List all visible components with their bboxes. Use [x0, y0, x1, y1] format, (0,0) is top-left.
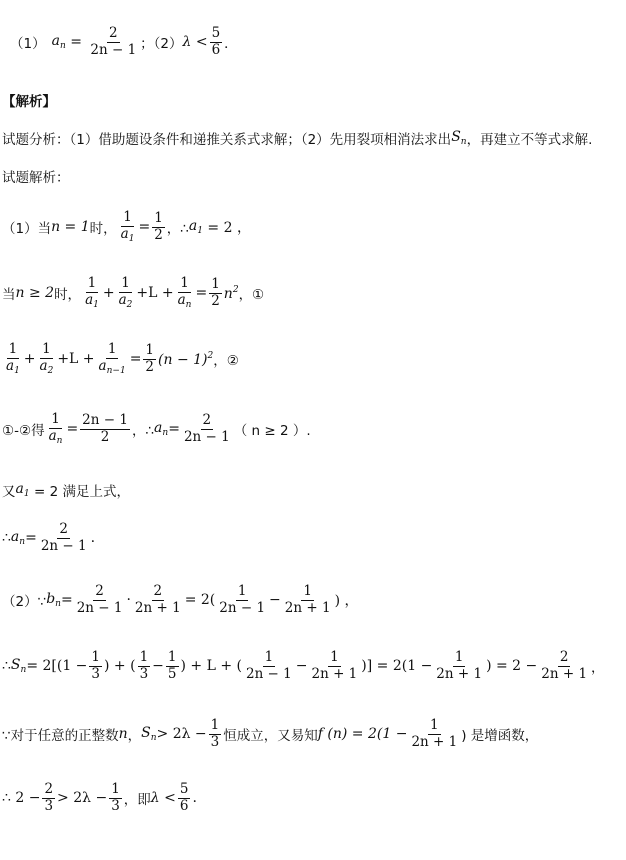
answer-an-fraction: $\frac{2}{2n - 1}$ [90, 25, 137, 58]
fraction: $\frac{2}{2n + 1}$ [541, 649, 588, 682]
fraction: $\frac{1}{a_{n-1}}$ [98, 341, 126, 376]
fraction: $\frac{1}{2n + 1}$ [284, 583, 331, 616]
answer-lambda-fraction: $\frac{5}{6}$ [211, 25, 221, 58]
fraction: $\frac{1}{2n + 1}$ [311, 649, 358, 682]
step-4: ①-②得 $\frac{1}{a_n}$ = $\frac{2n - 1}{2}$ ，∴ $a_n$ = $\frac{2}{2n - 1}$ （ n ≥ 2 ）. [2, 411, 311, 446]
analysis-heading: 【解析】 [2, 94, 56, 110]
fraction: $\frac{2}{2n - 1}$ [40, 521, 87, 554]
fraction: $\frac{1}{2}$ [154, 210, 163, 243]
fraction: $\frac{1}{a_1}$ [85, 275, 99, 310]
analysis-summary: 试题分析：（1）借助题设条件和递推关系式求解；（2）先用裂项相消法求出 $S_n$ ，再建立不等式求解. [2, 129, 593, 148]
step-3: $\frac{1}{a_1}$ + $\frac{1}{a_2}$ +L + $\frac{1}{a_{n-1}}$ = $\frac{1}{2}$ $(n - 1)^2$ ，② [6, 341, 239, 376]
fraction: $\frac{1}{3}$ [91, 649, 101, 682]
fraction: $\frac{1}{2n - 1}$ [245, 649, 292, 682]
fraction: $\frac{2}{2n + 1}$ [134, 583, 181, 616]
fraction: $\frac{1}{a_n}$ [48, 411, 63, 446]
step-9: ∵对于任意的正整数 n ， $S_n$ > 2λ − $\frac{1}{3}$ 恒成立，又易知 f (n) = 2(1 − $\frac{1}{2n + 1}$ ) 是增函数， [2, 717, 539, 750]
step-10: ∴ 2 − $\frac{2}{3}$ > 2λ − $\frac{1}{3}$ ，即 λ < $\frac{5}{6}$ . [2, 781, 197, 814]
answer-an: $a_n$ [51, 33, 66, 51]
fraction: $\frac{1}{2n + 1}$ [411, 717, 458, 750]
solution-label: 试题解析： [2, 170, 70, 186]
answer-lambda-ineq: λ < [182, 34, 208, 50]
answer-part1-label: （1） [10, 36, 46, 52]
fraction: $\frac{1}{2}$ [211, 276, 220, 309]
sn-symbol: $S_n$ [451, 129, 467, 147]
step-2: 当 n ≥ 2 时， $\frac{1}{a_1}$ + $\frac{1}{a_2}$ +L + $\frac{1}{a_n}$ = $\frac{1}{2}$ $n^2$ ，① [2, 275, 265, 310]
step-7: （2）∵ $b_n$ = $\frac{2}{2n - 1}$ · $\frac{2}{2n + 1}$ = 2( $\frac{1}{2n - 1}$ − $\frac{1}{2n + 1}$ ) ， [2, 583, 359, 616]
fraction: $\frac{1}{5}$ [167, 649, 177, 682]
answer-separator: ；（2） [140, 36, 183, 52]
fraction: $\frac{1}{a_1}$ [6, 341, 20, 376]
step-1: （1）当 n = 1 时， $\frac{1}{a_1}$ = $\frac{1}{2}$ ，∴ $a_1$ = 2 ， [2, 209, 251, 244]
fraction: $\frac{1}{2n + 1}$ [436, 649, 483, 682]
fraction: $\frac{1}{2n - 1}$ [219, 583, 266, 616]
answer-line: （1） $a_n$ = $\frac{2}{2n - 1}$ ；（2） λ < $\frac{5}{6}$ ． [10, 25, 238, 58]
fraction: $\frac{1}{a_2}$ [39, 341, 54, 376]
fraction: $\frac{5}{6}$ [179, 781, 189, 814]
fraction: $\frac{2n - 1}{2}$ [82, 412, 128, 445]
fraction: $\frac{1}{3}$ [139, 649, 149, 682]
fraction: $\frac{1}{a_n}$ [177, 275, 192, 310]
fraction: $\frac{1}{3}$ [111, 781, 120, 814]
fraction: $\frac{2}{2n - 1}$ [76, 583, 123, 616]
step-8: ∴ $S_n$ = 2[(1 − $\frac{1}{3}$ ) + ( $\frac{1}{3}$ − $\frac{1}{5}$ ) + L + ( $\frac{1}{2n - 1}$ − $\frac{1}{2n + 1}$ )] = 2(1 − $\frac{1}{2n + 1}$ ) = 2 − $\frac{2}{2n + 1}$ ， [2, 649, 605, 682]
fraction: $\frac{2}{3}$ [44, 781, 54, 814]
fraction: $\frac{1}{a_2}$ [118, 275, 133, 310]
step-6: ∴ $a_n$ = $\frac{2}{2n - 1}$ . [2, 521, 96, 554]
fraction: $\frac{1}{a_1}$ [120, 209, 135, 244]
fraction: $\frac{1}{3}$ [210, 717, 220, 750]
fraction: $\frac{2}{2n - 1}$ [183, 412, 230, 445]
fraction: $\frac{1}{2}$ [145, 342, 155, 375]
step-5: 又 $a_1$ = 2 满足上式， [2, 481, 131, 500]
